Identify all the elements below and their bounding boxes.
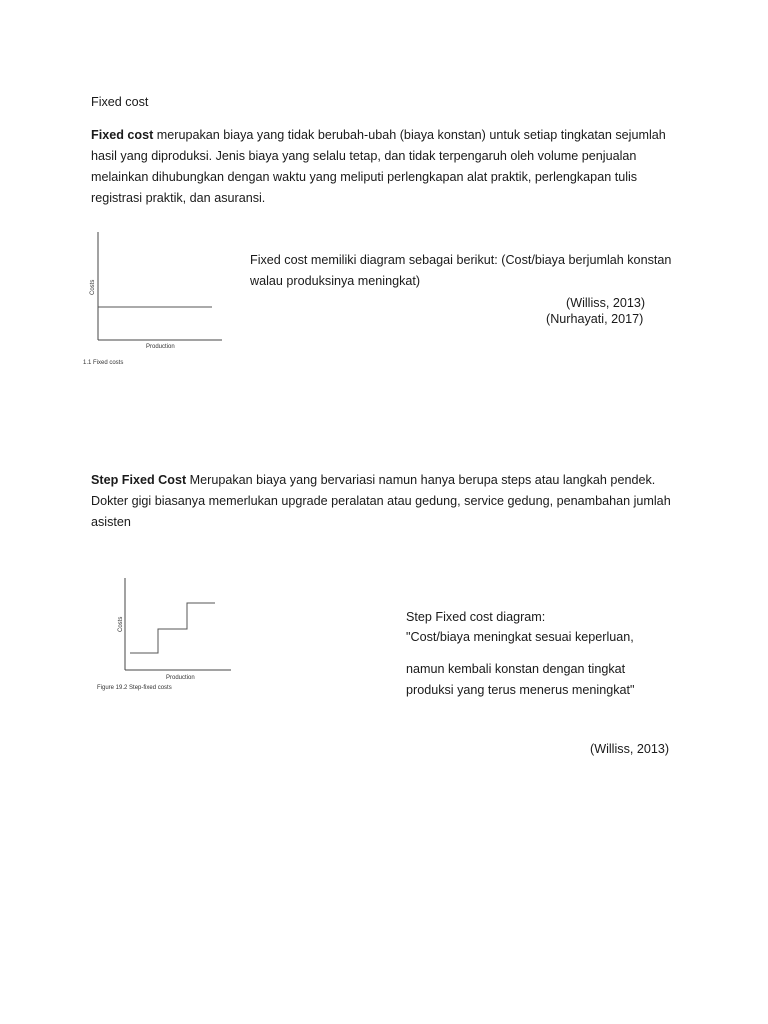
text-line: asisten: [91, 515, 131, 529]
y-axis-label: Costs: [90, 279, 96, 295]
text-line: Merupakan biaya yang bervariasi namun hanya berupa steps atau langkah pendek.: [186, 473, 656, 487]
citation: (Williss, 2013): [566, 296, 646, 310]
citation: (Nurhayati, 2017): [546, 312, 644, 326]
section-heading: Fixed cost: [91, 95, 149, 109]
text-line: hasil yang diproduksi. Jenis biaya yang selalu tetap, dan tidak terpengaruh oleh volume penjualan: [91, 149, 637, 163]
text-line: registrasi praktik, dan asuransi.: [91, 191, 266, 205]
term: Step Fixed Cost: [91, 473, 187, 487]
step-cost-line: [130, 603, 215, 653]
diagram-note: walau produksinya meningkat): [250, 274, 421, 288]
diagram-note: Fixed cost memiliki diagram sebagai berikut: (Cost/biaya berjumlah konstan: [250, 253, 672, 267]
step-note: namun kembali konstan dengan tingkat: [406, 662, 626, 676]
citation: (Williss, 2013): [590, 742, 670, 756]
y-axis-label: Costs: [118, 616, 124, 632]
figure-caption: 1.1 Fixed costs: [83, 360, 124, 366]
x-axis-label: Production: [146, 344, 175, 350]
text-line: melainkan dihubungkan dengan waktu yang meliputi perlengkapan alat praktik, perlengkapan tulis: [91, 170, 638, 184]
step-note: "Cost/biaya meningkat sesuai keperluan,: [406, 630, 634, 644]
term: Fixed cost: [91, 128, 154, 142]
text-line: Dokter gigi biasanya memerlukan upgrade peralatan atau gedung, service gedung, penambahan jumlah: [91, 494, 671, 508]
fixed-cost-chart: [83, 232, 222, 366]
step-note: produksi yang terus menerus meningkat": [406, 683, 635, 697]
step-note-title: Step Fixed cost diagram:: [406, 610, 546, 624]
figure-caption: Figure 19.2 Step-fixed costs: [97, 685, 172, 691]
text-line: merupakan biaya yang tidak berubah-ubah (biaya konstan) untuk setiap tingkatan sejumlah: [153, 128, 666, 142]
step-fixed-cost-paragraph: [91, 470, 711, 533]
step-fixed-cost-chart: [97, 578, 231, 691]
x-axis-label: Production: [166, 675, 195, 681]
